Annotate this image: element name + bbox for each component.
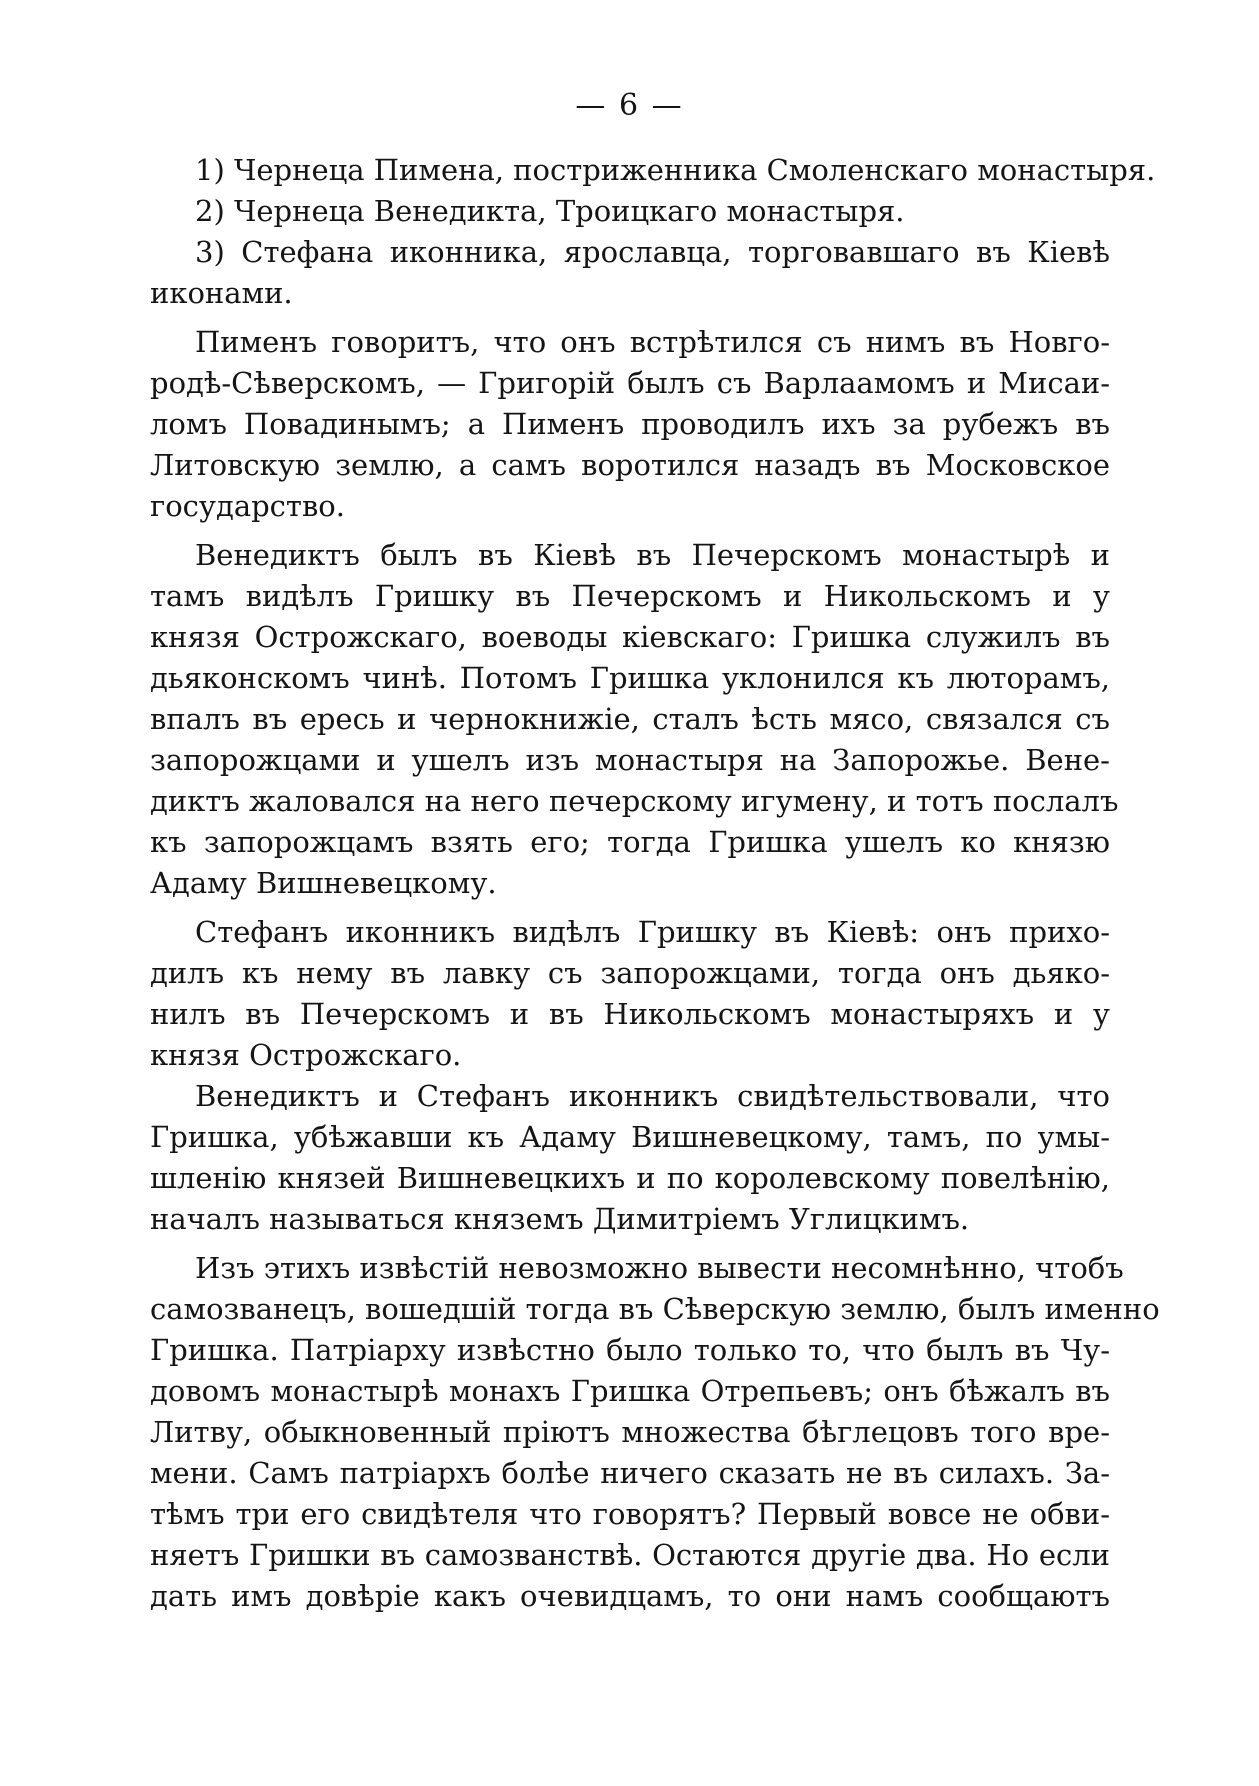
text-line: дать имъ довѣріе какъ очевидцамъ, то они намъ сообщаютъ — [150, 1579, 1110, 1613]
text-line: дилъ къ нему въ лавку съ запорожцами, тогда онъ дьяко- — [150, 956, 1110, 990]
text-line: нилъ въ Печерскомъ и въ Никольскомъ монастыряхъ и у — [150, 997, 1110, 1031]
text-line: родѣ-Сѣверскомъ, — Григорій былъ съ Варлаамомъ и Мисаи- — [150, 366, 1110, 400]
text-line: впалъ въ ересь и чернокнижіе, сталъ ѣсть мясо, связался съ — [150, 702, 1110, 736]
text-line: мени. Самъ патріархъ болѣе ничего сказать не въ силахъ. За- — [150, 1456, 1110, 1490]
text-line: Гришка, убѣжавши къ Адаму Вишневецкому, тамъ, по умы- — [150, 1120, 1110, 1154]
text-line: Литовскую землю, а самъ воротился назадъ въ Московское — [150, 448, 1110, 482]
text-line: Стефанъ иконникъ видѣлъ Гришку въ Кіевѣ: онъ прихо- — [195, 915, 1110, 949]
text-line: Изъ этихъ извѣстій невозможно вывести несомнѣнно, чтобъ — [195, 1251, 1124, 1285]
text-line: Гришка. Патріарху извѣстно было только то, что былъ въ Чу- — [150, 1333, 1110, 1367]
text-line: самозванецъ, вошедшій тогда въ Сѣверскую землю, былъ именно — [150, 1292, 1160, 1326]
text-line: князя Острожскаго, воеводы кіевскаго: Гришка служилъ въ — [150, 620, 1110, 654]
text-line: Венедиктъ былъ въ Кіевѣ въ Печерскомъ монастырѣ и — [195, 538, 1110, 572]
text-line: Венедиктъ и Стефанъ иконникъ свидѣтельствовали, что — [195, 1079, 1110, 1113]
text-line: 1) Чернеца Пимена, постриженника Смоленскаго монастыря. — [195, 153, 1156, 187]
text-line: шленію князей Вишневецкихъ и по королевскому повелѣнію, — [150, 1161, 1110, 1195]
text-line: запорожцами и ушелъ изъ монастыря на Запорожье. Вене- — [150, 743, 1110, 777]
text-line: князя Острожскаго. — [150, 1038, 462, 1072]
text-line: государство. — [150, 489, 345, 523]
body-text — [150, 150, 1160, 1617]
text-line: тамъ видѣлъ Гришку въ Печерскомъ и Никольскомъ и у — [150, 579, 1110, 613]
text-line: дьяконскомъ чинѣ. Потомъ Гришка уклонился къ люторамъ, — [150, 661, 1110, 695]
text-line: иконами. — [150, 276, 293, 310]
text-line: тѣмъ три его свидѣтеля что говорятъ? Первый вовсе не обви- — [150, 1497, 1110, 1531]
text-line: ломъ Повадинымъ; а Пименъ проводилъ ихъ за рубежъ въ — [150, 407, 1110, 441]
text-line: 2) Чернеца Венедикта, Троицкаго монастыря. — [195, 194, 905, 228]
text-line: Литву, обыкновенный пріютъ множества бѣглецовъ того вре- — [150, 1415, 1110, 1449]
text-line: Пименъ говоритъ, что онъ встрѣтился съ нимъ въ Новго- — [195, 325, 1110, 359]
text-line: 3) Стефана иконника, ярославца, торговавшаго въ Кіевѣ — [195, 235, 1110, 269]
text-line: довомъ монастырѣ монахъ Гришка Отрепьевъ; онъ бѣжалъ въ — [150, 1374, 1110, 1408]
text-line: няетъ Гришки въ самозванствѣ. Остаются другіе два. Но если — [150, 1538, 1110, 1572]
text-line: диктъ жаловался на него печерскому игумену, и тотъ послалъ — [150, 784, 1119, 818]
page-number: — 6 — — [575, 88, 684, 123]
text-line: началъ называться княземъ Димитріемъ Углицкимъ. — [150, 1202, 970, 1236]
text-line: къ запорожцамъ взять его; тогда Гришка ушелъ ко князю — [150, 825, 1110, 859]
text-line: Адаму Вишневецкому. — [150, 866, 497, 900]
